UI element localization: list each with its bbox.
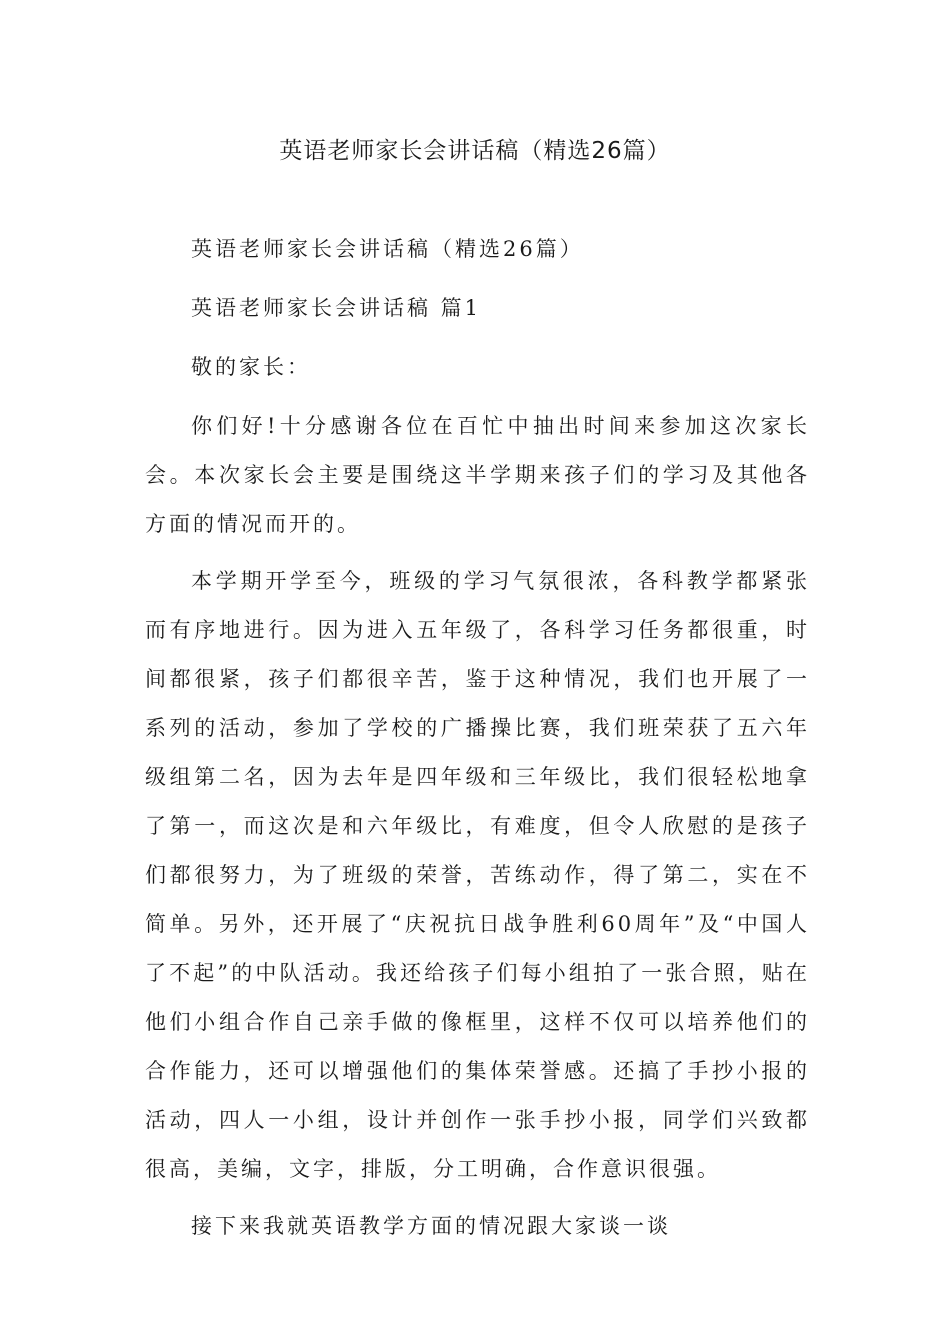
document-title: 英语老师家长会讲话稿（精选26篇） — [279, 138, 671, 164]
body-heading: 英语老师家长会讲话稿（精选26篇） — [191, 237, 584, 261]
paragraph-class-activities: 本学期开学至今，班级的学习气氛很浓，各科教学都紧张而有序地进行。因为进入五年级了，各科学习任务都很重，时间都很紧，孩子们都很辛苦，鉴于这种情况，我们也开展了一系列的活动，参加了学校的广播操比赛，我们班荣获了五六年级组第二名，因为去年是四年级和三年级比，我们很轻松地拿了第一，而这次是和六年级比，有难度，但令人欣慰的是孩子们都很努力，为了班级的荣誉，苦练动作，得了第二，实在不简单。另外，还开展了“庆祝抗日战争胜利60周年”及“中国人了不起”的中队活动。我还给孩子们每小组拍了一张合照，贴在他们小组合作自己亲手做的像框里，这样不仅可以培养他们的合作能力，还可以增强他们的集体荣誉感。还搞了手抄小报的活动，四人一小组，设计并创作一张手抄小报，同学们兴致都很高，美编，文字，排版，分工明确，合作意识很强。 — [145, 569, 810, 1181]
salutation: 敬的家长： — [191, 355, 311, 379]
paragraph-greeting: 你们好!十分感谢各位在百忙中抽出时间来参加这次家长会。本次家长会主要是围绕这半学期来孩子们的学习及其他各方面的情况而开的。 — [145, 414, 810, 536]
paragraph-transition: 接下来我就英语教学方面的情况跟大家谈一谈 — [191, 1214, 671, 1238]
section-heading: 英语老师家长会讲话稿 篇1 — [191, 296, 482, 320]
document-body — [145, 225, 810, 1259]
